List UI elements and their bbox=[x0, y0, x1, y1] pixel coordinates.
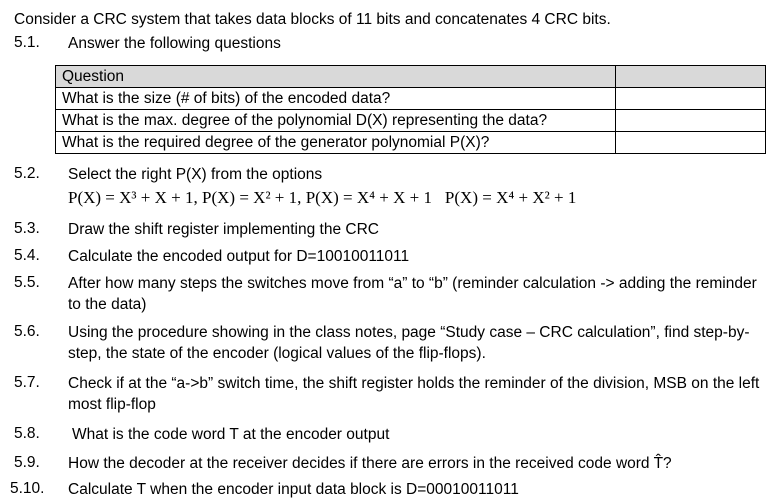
item-text: Check if at the “a->b” switch time, the shift register holds the reminder of the division, MSB on the left most flip-flop bbox=[68, 375, 760, 413]
item-text: Answer the following questions bbox=[68, 35, 281, 52]
item-text: After how many steps the switches move from “a” to “b” (reminder calculation -> adding the reminder to the data) bbox=[68, 275, 757, 313]
answer-cell[interactable] bbox=[616, 110, 766, 132]
item-text: How the decoder at the receiver decides if there are errors in the received code word T̂? bbox=[68, 455, 672, 472]
option-4: P(X) = X⁴ + X² + 1 bbox=[444, 188, 577, 207]
item-number: 5.9. bbox=[14, 454, 40, 471]
item-number: 5.1. bbox=[14, 34, 40, 51]
answer-cell[interactable] bbox=[616, 66, 766, 88]
table-header-cell: Question bbox=[56, 66, 616, 88]
item-text: What is the code word T at the encoder output bbox=[72, 426, 390, 443]
item-number: 5.8. bbox=[14, 425, 40, 442]
answer-cell[interactable] bbox=[616, 132, 766, 154]
item-text: Using the procedure showing in the class notes, page “Study case – CRC calculation”, find step-by-step, the state of the encoder (logical values of the flip-flops). bbox=[68, 324, 750, 362]
item-number: 5.10. bbox=[10, 480, 45, 497]
question-cell: What is the required degree of the generator polynomial P(X)? bbox=[56, 132, 616, 154]
item-number: 5.2. bbox=[14, 165, 40, 182]
polynomial-options bbox=[68, 188, 576, 208]
intro-text: Consider a CRC system that takes data blocks of 11 bits and concatenates 4 CRC bits. bbox=[14, 11, 611, 28]
table-row bbox=[56, 132, 766, 154]
table-header-row bbox=[56, 66, 766, 88]
option-3: P(X) = X⁴ + X + 1 bbox=[305, 188, 432, 207]
item-number: 5.5. bbox=[14, 274, 40, 291]
item-text: Select the right P(X) from the options bbox=[68, 166, 323, 183]
question-cell: What is the size (# of bits) of the encoded data? bbox=[56, 88, 616, 110]
questions-table bbox=[55, 65, 766, 154]
item-number: 5.7. bbox=[14, 374, 40, 391]
option-1: P(X) = X³ + X + 1, bbox=[68, 188, 198, 207]
table-row bbox=[56, 110, 766, 132]
item-text: Draw the shift register implementing the CRC bbox=[68, 221, 379, 238]
item-text: Calculate the encoded output for D=10010011011 bbox=[68, 248, 410, 265]
table-row bbox=[56, 88, 766, 110]
item-number: 5.6. bbox=[14, 323, 40, 340]
question-cell: What is the max. degree of the polynomial D(X) representing the data? bbox=[56, 110, 616, 132]
item-number: 5.4. bbox=[14, 247, 40, 264]
item-number: 5.3. bbox=[14, 220, 40, 237]
option-2: P(X) = X² + 1, bbox=[202, 188, 302, 207]
item-text: Calculate T when the encoder input data block is D=00010011011 bbox=[68, 481, 519, 498]
answer-cell[interactable] bbox=[616, 88, 766, 110]
